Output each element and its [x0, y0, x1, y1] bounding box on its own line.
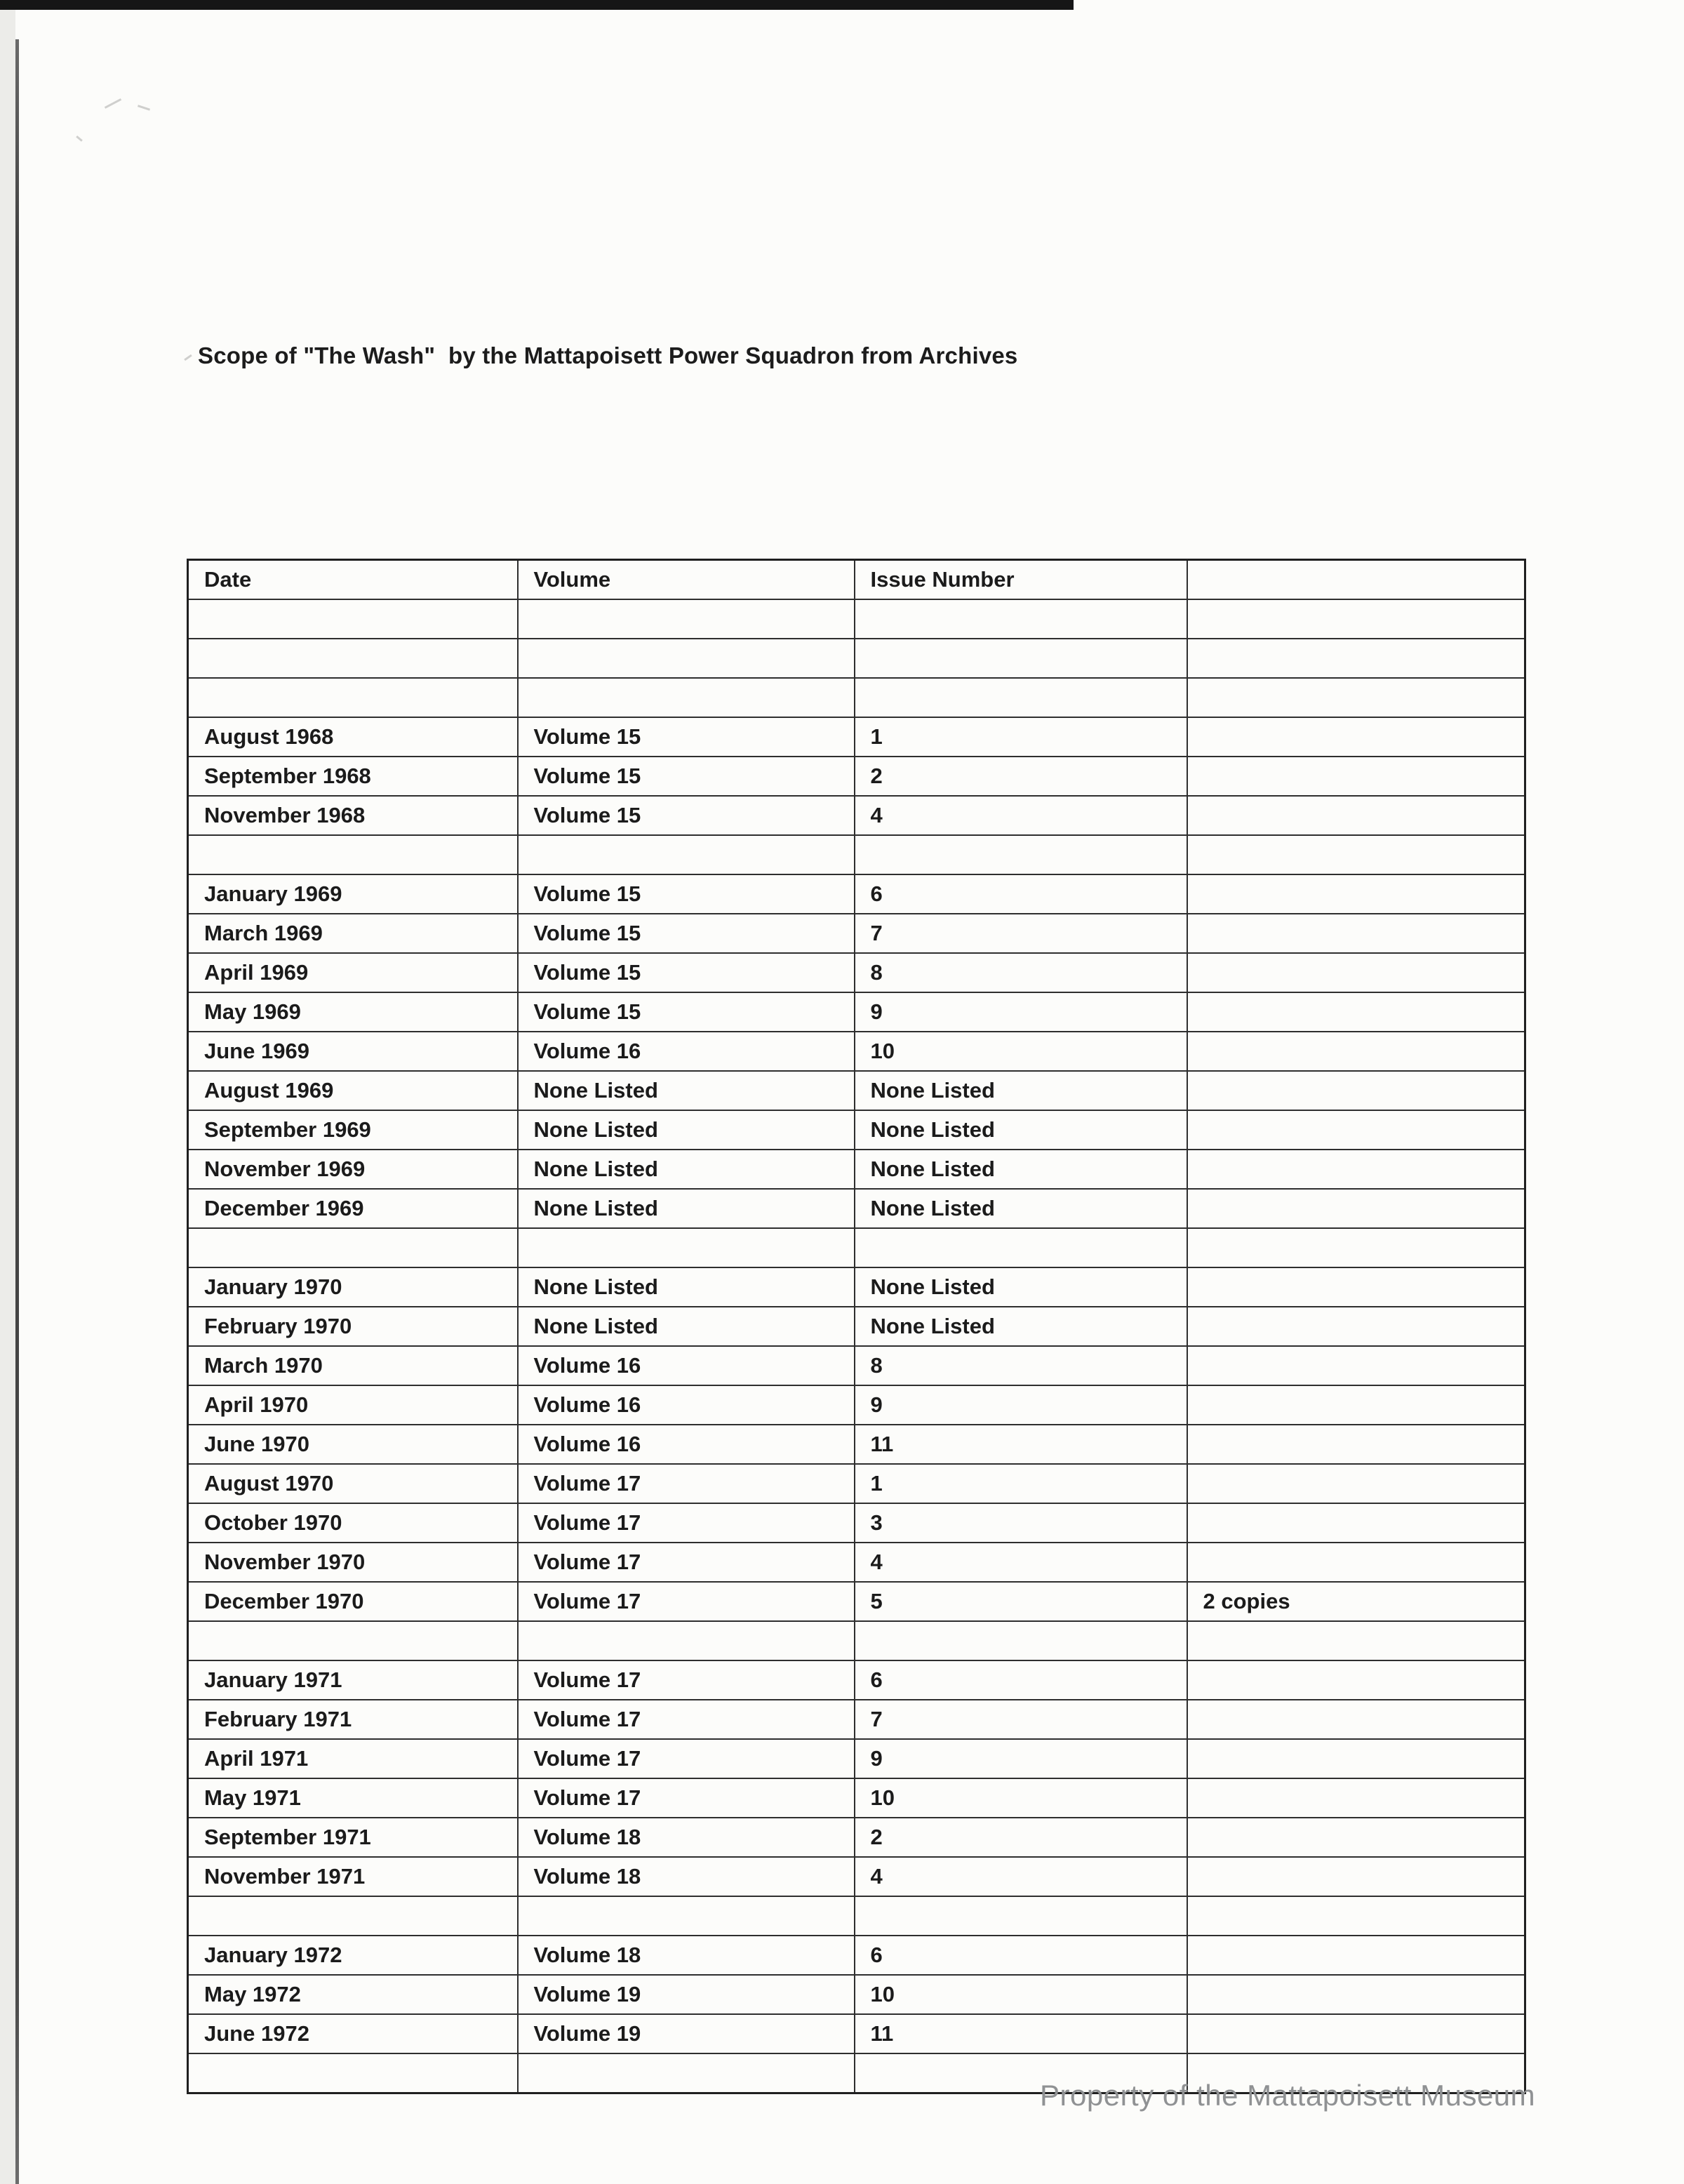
table-cell: Volume 19 — [518, 2014, 855, 2053]
table-cell — [1187, 1464, 1525, 1503]
table-cell — [1187, 796, 1525, 835]
table-row — [188, 1228, 1525, 1267]
table-cell — [1187, 1700, 1525, 1739]
table-cell: January 1971 — [188, 1660, 518, 1700]
table-cell: Volume 15 — [518, 717, 855, 757]
table-cell: 10 — [855, 1778, 1187, 1818]
table-cell — [1187, 1110, 1525, 1150]
table-cell: Volume 15 — [518, 953, 855, 992]
table-cell — [1187, 1818, 1525, 1857]
table-cell: None Listed — [855, 1071, 1187, 1110]
table-cell — [1187, 1896, 1525, 1936]
table-cell — [855, 599, 1187, 639]
table-row — [188, 717, 1525, 757]
table-cell: 2 copies — [1187, 1582, 1525, 1621]
table-cell — [855, 835, 1187, 874]
table-cell — [188, 835, 518, 874]
table-cell: None Listed — [518, 1110, 855, 1150]
table-cell — [855, 639, 1187, 678]
table-cell — [518, 1896, 855, 1936]
table-cell: May 1972 — [188, 1975, 518, 2014]
table-cell: 4 — [855, 1543, 1187, 1582]
table-cell — [1187, 757, 1525, 796]
table-cell — [1187, 914, 1525, 953]
table-row — [188, 953, 1525, 992]
pencil-mark — [76, 135, 83, 142]
table-cell: January 1972 — [188, 1936, 518, 1975]
table-row — [188, 1189, 1525, 1228]
table-cell: None Listed — [518, 1150, 855, 1189]
table-cell — [855, 1621, 1187, 1660]
table-cell — [518, 2053, 855, 2093]
table-cell — [855, 1228, 1187, 1267]
table-cell: 5 — [855, 1582, 1187, 1621]
table-cell: None Listed — [518, 1307, 855, 1346]
table-cell: August 1970 — [188, 1464, 518, 1503]
table-cell — [188, 599, 518, 639]
table-cell — [518, 1228, 855, 1267]
table-row — [188, 914, 1525, 953]
table-cell: October 1970 — [188, 1503, 518, 1543]
table-row — [188, 1346, 1525, 1385]
table-cell — [855, 678, 1187, 717]
table-cell: April 1971 — [188, 1739, 518, 1778]
table-cell — [1187, 1543, 1525, 1582]
table-cell: None Listed — [855, 1267, 1187, 1307]
table-cell: Volume 17 — [518, 1660, 855, 1700]
table-row — [188, 1267, 1525, 1307]
table-cell: Volume 17 — [518, 1582, 855, 1621]
table-cell: 8 — [855, 1346, 1187, 1385]
table-cell: None Listed — [518, 1071, 855, 1110]
table-cell — [1187, 639, 1525, 678]
table-cell: 10 — [855, 1975, 1187, 2014]
table-cell — [188, 1896, 518, 1936]
table-cell: 8 — [855, 953, 1187, 992]
table-cell — [1187, 1307, 1525, 1346]
table-cell: 11 — [855, 2014, 1187, 2053]
table-cell: 4 — [855, 1857, 1187, 1896]
table-row — [188, 757, 1525, 796]
table-cell: None Listed — [855, 1307, 1187, 1346]
table-cell: February 1970 — [188, 1307, 518, 1346]
table-row — [188, 1150, 1525, 1189]
table-cell: November 1971 — [188, 1857, 518, 1896]
table-cell: September 1971 — [188, 1818, 518, 1857]
table-row — [188, 1739, 1525, 1778]
table-cell — [518, 599, 855, 639]
table-cell — [518, 639, 855, 678]
table-row — [188, 1071, 1525, 1110]
table-row — [188, 1896, 1525, 1936]
table-cell: None Listed — [518, 1267, 855, 1307]
table-cell — [1187, 1660, 1525, 1700]
table-cell: August 1969 — [188, 1071, 518, 1110]
scan-edge-shadow — [0, 0, 15, 2184]
table-cell: 6 — [855, 874, 1187, 914]
scan-left-line-artifact — [15, 39, 19, 2184]
table-cell: April 1969 — [188, 953, 518, 992]
table-cell — [188, 678, 518, 717]
table-cell: Volume 18 — [518, 1857, 855, 1896]
table-cell — [518, 835, 855, 874]
table-cell: Volume 17 — [518, 1739, 855, 1778]
table-row — [188, 1857, 1525, 1896]
table-cell — [1187, 874, 1525, 914]
table-cell — [1187, 1621, 1525, 1660]
table-cell: January 1970 — [188, 1267, 518, 1307]
table-cell: 9 — [855, 1385, 1187, 1425]
header-cell-date: Date — [188, 560, 518, 600]
table-cell: September 1969 — [188, 1110, 518, 1150]
table-cell: Volume 17 — [518, 1700, 855, 1739]
table-row — [188, 835, 1525, 874]
table-cell: 9 — [855, 992, 1187, 1032]
table-cell — [1187, 1267, 1525, 1307]
table-cell: Volume 18 — [518, 1818, 855, 1857]
table-row — [188, 1582, 1525, 1621]
table-cell: April 1970 — [188, 1385, 518, 1425]
table-cell: Volume 19 — [518, 1975, 855, 2014]
pencil-mark — [138, 105, 150, 110]
table-row — [188, 1110, 1525, 1150]
table-cell — [188, 639, 518, 678]
watermark: Property of the Mattapoisett Museum — [1040, 2079, 1536, 2112]
table-cell: November 1969 — [188, 1150, 518, 1189]
table-cell: Volume 15 — [518, 796, 855, 835]
table-cell: 6 — [855, 1660, 1187, 1700]
header-cell-volume: Volume — [518, 560, 855, 600]
table-row — [188, 599, 1525, 639]
table-cell: May 1971 — [188, 1778, 518, 1818]
table-cell: Volume 16 — [518, 1346, 855, 1385]
table-row — [188, 1307, 1525, 1346]
table-row — [188, 992, 1525, 1032]
table-cell: 1 — [855, 1464, 1187, 1503]
table-row — [188, 1975, 1525, 2014]
table-cell — [518, 1621, 855, 1660]
table-row — [188, 1464, 1525, 1503]
table-cell: Volume 17 — [518, 1778, 855, 1818]
pencil-mark — [184, 354, 192, 361]
table-row — [188, 1660, 1525, 1700]
table-row — [188, 1032, 1525, 1071]
table-cell — [518, 678, 855, 717]
table-cell: May 1969 — [188, 992, 518, 1032]
table-cell: Volume 15 — [518, 914, 855, 953]
table-cell — [1187, 835, 1525, 874]
table-row — [188, 796, 1525, 835]
table-cell — [188, 2053, 518, 2093]
table-row — [188, 639, 1525, 678]
table-row — [188, 874, 1525, 914]
table-cell — [1187, 1503, 1525, 1543]
table-cell: June 1969 — [188, 1032, 518, 1071]
table-cell — [1187, 2014, 1525, 2053]
table-cell: Volume 15 — [518, 992, 855, 1032]
table-row — [188, 1543, 1525, 1582]
table-cell — [1187, 1228, 1525, 1267]
table-cell: 7 — [855, 1700, 1187, 1739]
table-row — [188, 1385, 1525, 1425]
table-header-row — [188, 560, 1525, 600]
table-cell: November 1970 — [188, 1543, 518, 1582]
table-row — [188, 1778, 1525, 1818]
table-cell — [188, 1621, 518, 1660]
table-cell — [1187, 1032, 1525, 1071]
table-row — [188, 1936, 1525, 1975]
table-cell — [1187, 599, 1525, 639]
table-cell: February 1971 — [188, 1700, 518, 1739]
table-cell: Volume 17 — [518, 1503, 855, 1543]
archive-table — [187, 559, 1526, 2094]
table-cell: September 1968 — [188, 757, 518, 796]
table-cell: None Listed — [855, 1189, 1187, 1228]
table-row — [188, 1621, 1525, 1660]
table-cell: March 1970 — [188, 1346, 518, 1385]
table-cell — [1187, 1346, 1525, 1385]
table-cell — [1187, 1739, 1525, 1778]
table-cell — [1187, 1975, 1525, 2014]
table-cell: December 1970 — [188, 1582, 518, 1621]
table-row — [188, 678, 1525, 717]
table-cell — [1187, 1071, 1525, 1110]
table-row — [188, 1700, 1525, 1739]
table-cell: Volume 16 — [518, 1425, 855, 1464]
table-cell — [1187, 953, 1525, 992]
table-cell — [1187, 717, 1525, 757]
table-cell — [1187, 1425, 1525, 1464]
table-cell — [855, 1896, 1187, 1936]
table-cell: June 1970 — [188, 1425, 518, 1464]
table-cell: December 1969 — [188, 1189, 518, 1228]
table-cell: Volume 16 — [518, 1385, 855, 1425]
table-cell: August 1968 — [188, 717, 518, 757]
table-cell: Volume 18 — [518, 1936, 855, 1975]
table-cell: None Listed — [855, 1150, 1187, 1189]
table-cell — [1187, 678, 1525, 717]
table-cell: 1 — [855, 717, 1187, 757]
table-row — [188, 1818, 1525, 1857]
table-cell: 2 — [855, 757, 1187, 796]
table-cell: January 1969 — [188, 874, 518, 914]
scan-top-bar-artifact — [0, 0, 1074, 10]
table-cell — [188, 1228, 518, 1267]
table-cell: 4 — [855, 796, 1187, 835]
table-cell: 2 — [855, 1818, 1187, 1857]
table-cell: 3 — [855, 1503, 1187, 1543]
table-cell: None Listed — [518, 1189, 855, 1228]
pencil-mark — [105, 98, 121, 109]
table-row — [188, 2014, 1525, 2053]
table-cell: Volume 17 — [518, 1543, 855, 1582]
page-title: Scope of "The Wash" by the Mattapoisett Power Squadron from Archives — [198, 342, 1018, 368]
table-cell — [1187, 1189, 1525, 1228]
table-cell: Volume 17 — [518, 1464, 855, 1503]
table-cell: 6 — [855, 1936, 1187, 1975]
table-cell — [1187, 1778, 1525, 1818]
table-cell — [1187, 992, 1525, 1032]
table-cell: Volume 16 — [518, 1032, 855, 1071]
table-cell: None Listed — [855, 1110, 1187, 1150]
table-row — [188, 1425, 1525, 1464]
table-cell: 10 — [855, 1032, 1187, 1071]
table-row — [188, 1503, 1525, 1543]
table-cell: 9 — [855, 1739, 1187, 1778]
archive-table-body — [188, 599, 1525, 2093]
table-cell: 7 — [855, 914, 1187, 953]
table-cell: Volume 15 — [518, 874, 855, 914]
table-cell — [1187, 1936, 1525, 1975]
header-cell-notes — [1187, 560, 1525, 600]
table-cell: 11 — [855, 1425, 1187, 1464]
table-cell: November 1968 — [188, 796, 518, 835]
table-cell — [1187, 1150, 1525, 1189]
table-cell: Volume 15 — [518, 757, 855, 796]
table-cell: June 1972 — [188, 2014, 518, 2053]
header-cell-issue-number: Issue Number — [855, 560, 1187, 600]
table-cell — [1187, 1385, 1525, 1425]
table-cell: March 1969 — [188, 914, 518, 953]
table-cell — [1187, 1857, 1525, 1896]
